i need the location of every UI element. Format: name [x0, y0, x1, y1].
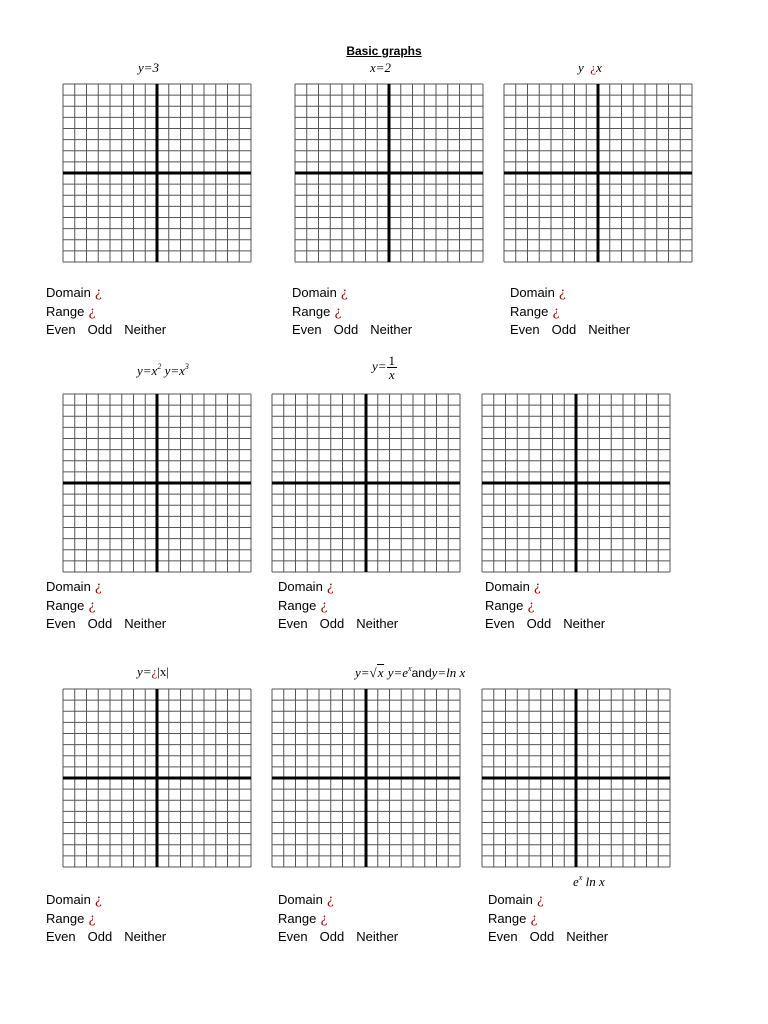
coordinate-grid-2: [294, 83, 484, 263]
graph-9-info: Domain ¿ Range ¿ Even Odd Neither: [488, 892, 609, 944]
coordinate-grid-4: [62, 393, 252, 573]
graph-3-info: Domain ¿ Range ¿ Even Odd Neither: [510, 285, 631, 337]
graph-3-equation: y ¿x: [578, 60, 602, 75]
coordinate-grid-8: [271, 688, 461, 868]
graph-4-equation: $y=x^2$ $y=x^3$: [137, 362, 189, 378]
graph-6-info: Domain ¿ Range ¿ Even Odd Neither: [485, 579, 606, 631]
graph-8-info: Domain ¿ Range ¿ Even Odd Neither: [278, 892, 399, 944]
graph-9-note: $e^x$ ln x: [573, 873, 605, 889]
coordinate-grid-3: [503, 83, 693, 263]
page-title: Basic graphs: [346, 44, 422, 58]
graph-1-info: Domain ¿ Range ¿ Even Odd Neither: [46, 285, 167, 337]
graph-2-equation: x=2: [370, 60, 392, 75]
graph-5-info: Domain ¿ Range ¿ Even Odd Neither: [278, 579, 399, 631]
graph-5-equation: y= $\frac{1}{x}$: [372, 353, 396, 382]
coordinate-grid-6: [481, 393, 671, 573]
coordinate-grid-5: [271, 393, 461, 573]
coordinate-grid-9: [481, 688, 671, 868]
graph-7-info: Domain ¿ Range ¿ Even Odd Neither: [46, 892, 167, 944]
graph-1-equation: y=3: [138, 60, 160, 75]
graph-7-equation: y=¿|x|: [137, 664, 170, 679]
coordinate-grid-1: [62, 83, 252, 263]
graph-4-info: Domain ¿ Range ¿ Even Odd Neither: [46, 579, 167, 631]
coordinate-grid-7: [62, 688, 252, 868]
graph-2-info: Domain ¿ Range ¿ Even Odd Neither: [292, 285, 413, 337]
graph-8-equation: y=√x $y=e^xandy=\ln$ x: [355, 664, 466, 680]
